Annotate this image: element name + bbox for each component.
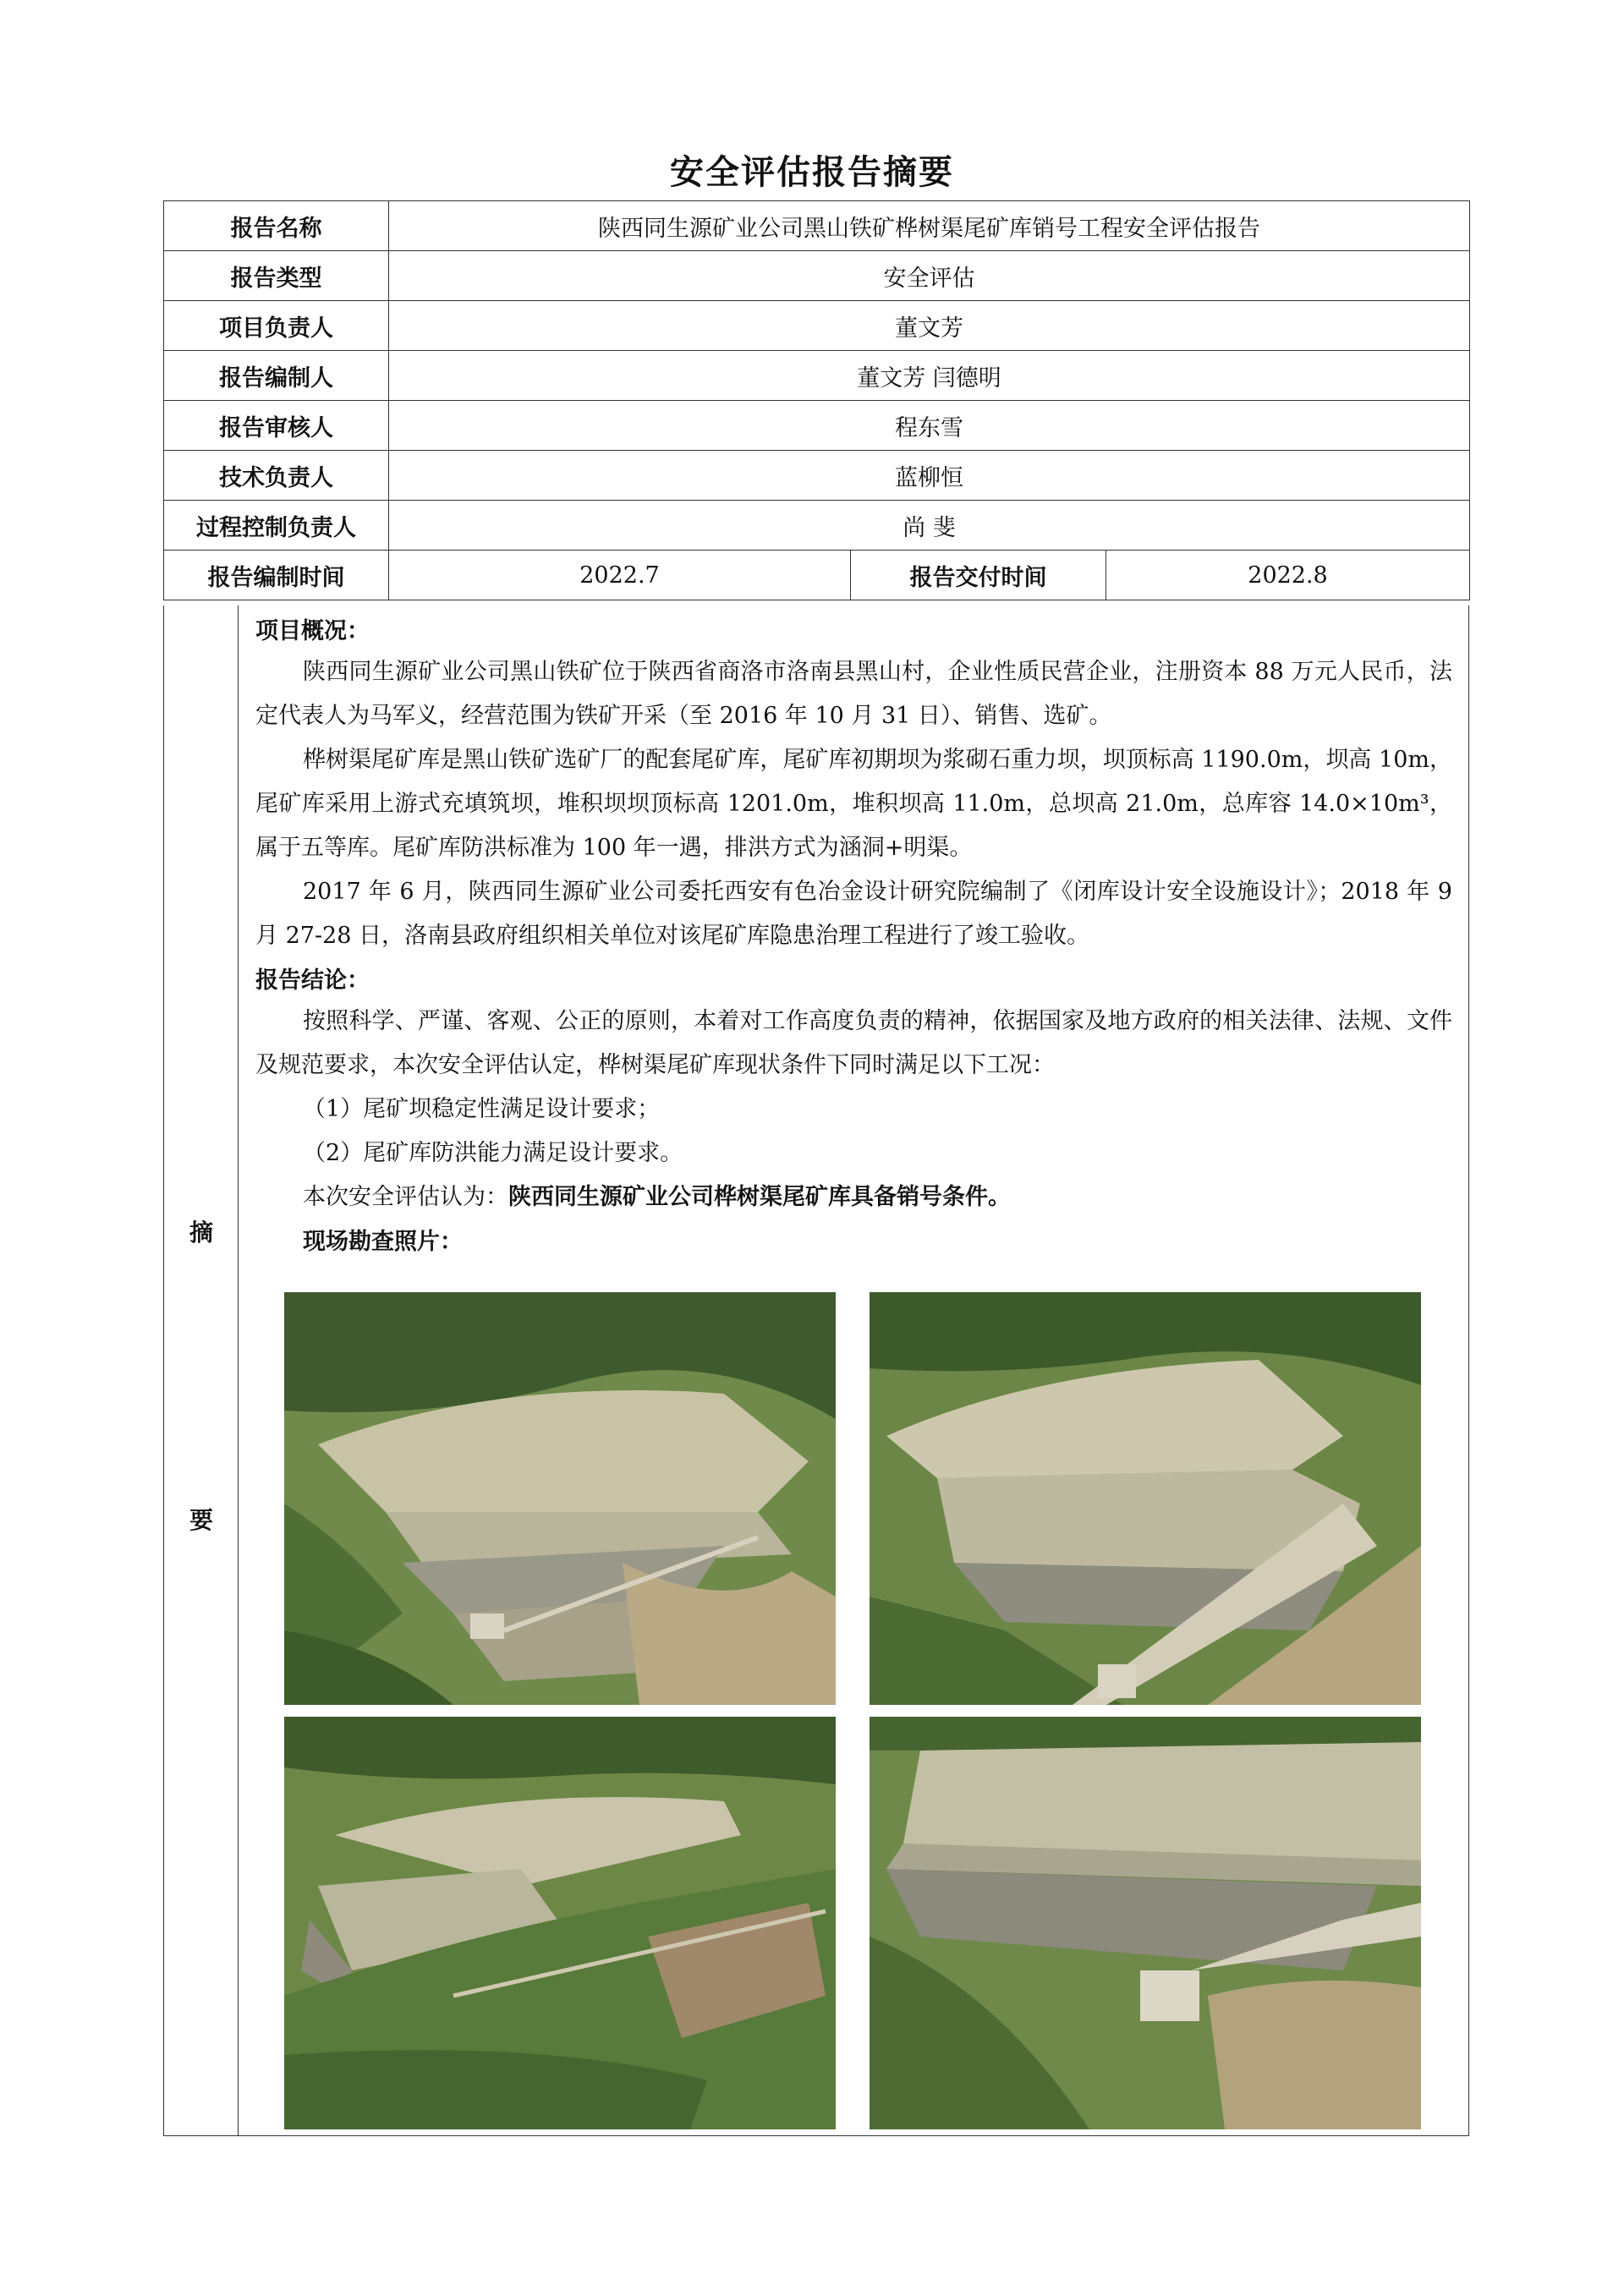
reviewer-label: 报告审核人 bbox=[164, 401, 389, 451]
final-conclusion-bold: 陕西同生源矿业公司桦树渠尾矿库具备销号条件。 bbox=[508, 1184, 1011, 1210]
site-photo-3 bbox=[284, 1717, 836, 2129]
site-photos bbox=[284, 1292, 1413, 2121]
project-lead-value: 董文芳 bbox=[389, 301, 1470, 351]
row-report-name bbox=[164, 201, 1470, 251]
summary-label-column bbox=[164, 606, 239, 2135]
overview-paragraph-1: 陕西同生源矿业公司黑山铁矿位于陕西省商洛市洛南县黑山村，企业性质民营企业，注册资本 88 万元人民币，法定代表人为马军义，经营范围为铁矿开采（至 2016 年 10 月 31 日）、销售、选矿。 bbox=[255, 659, 1452, 729]
page-title: 安全评估报告摘要 bbox=[670, 153, 954, 192]
row-tech-lead bbox=[164, 451, 1470, 501]
compile-time-label: 报告编制时间 bbox=[164, 551, 389, 600]
report-name-value: 陕西同生源矿业公司黑山铁矿桦树渠尾矿库销号工程安全评估报告 bbox=[389, 201, 1470, 251]
overview-paragraph-2: 桦树渠尾矿库是黑山铁矿选矿厂的配套尾矿库，尾矿库初期坝为浆砌石重力坝，坝顶标高 1190.0m，坝高 10m，尾矿库采用上游式充填筑坝，堆积坝坝顶标高 1201.0m，堆积坝高 11.0m，总坝高 21.0m，总库容 14.0×10m³，属于五等库。尾矿库防洪标准为 100 年一遇，排洪方式为涵洞+明渠。 bbox=[255, 747, 1452, 861]
summary-label-bottom: 要 bbox=[189, 1506, 213, 1534]
project-lead-label: 项目负责人 bbox=[164, 301, 389, 351]
final-conclusion bbox=[255, 1175, 1452, 1219]
row-compiler bbox=[164, 351, 1470, 401]
overview-heading: 项目概况： bbox=[255, 618, 370, 644]
site-photo-4 bbox=[870, 1717, 1421, 2129]
report-name-label: 报告名称 bbox=[164, 201, 389, 251]
site-photo-1 bbox=[284, 1292, 836, 1705]
row-report-type bbox=[164, 251, 1470, 301]
conclusion-paragraph: 按照科学、严谨、客观、公正的原则，本着对工作高度负责的精神，依据国家及地方政府的相关法律、法规、文件及规范要求，本次安全评估认定，桦树渠尾矿库现状条件下同时满足以下工况： bbox=[255, 1008, 1452, 1078]
row-project-lead bbox=[164, 301, 1470, 351]
site-photo-2 bbox=[870, 1292, 1421, 1705]
report-info-table bbox=[163, 200, 1470, 600]
overview-paragraph-3: 2017 年 6 月，陕西同生源矿业公司委托西安有色冶金设计研究院编制了《闭库设计安全设施设计》；2018 年 9 月 27-28 日，洛南县政府组织相关单位对该尾矿库隐患治理工程进行了竣工验收。 bbox=[255, 879, 1452, 949]
deliver-time-value: 2022.8 bbox=[1106, 551, 1470, 600]
row-reviewer bbox=[164, 401, 1470, 451]
summary-body bbox=[255, 612, 1452, 1261]
compiler-value: 董文芳 闫德明 bbox=[389, 351, 1470, 401]
final-conclusion-prefix: 本次安全评估认为： bbox=[303, 1184, 508, 1210]
conclusion-heading: 报告结论： bbox=[255, 967, 370, 994]
conclusion-item-2: （2）尾矿库防洪能力满足设计要求。 bbox=[303, 1140, 683, 1166]
reviewer-value: 程东雪 bbox=[389, 401, 1470, 451]
row-times bbox=[164, 551, 1470, 600]
row-process-lead bbox=[164, 501, 1470, 551]
deliver-time-label: 报告交付时间 bbox=[851, 551, 1106, 600]
report-type-label: 报告类型 bbox=[164, 251, 389, 301]
tech-lead-value: 蓝柳恒 bbox=[389, 451, 1470, 501]
report-type-value: 安全评估 bbox=[389, 251, 1470, 301]
summary-section bbox=[163, 606, 1469, 2136]
summary-label-top: 摘 bbox=[189, 1219, 213, 1247]
process-lead-value: 尚 斐 bbox=[389, 501, 1470, 551]
process-lead-label: 过程控制负责人 bbox=[164, 501, 389, 551]
conclusion-item-1: （1）尾矿坝稳定性满足设计要求； bbox=[303, 1096, 661, 1122]
tech-lead-label: 技术负责人 bbox=[164, 451, 389, 501]
compiler-label: 报告编制人 bbox=[164, 351, 389, 401]
compile-time-value: 2022.7 bbox=[389, 551, 851, 600]
photos-heading: 现场勘查照片： bbox=[303, 1229, 463, 1255]
